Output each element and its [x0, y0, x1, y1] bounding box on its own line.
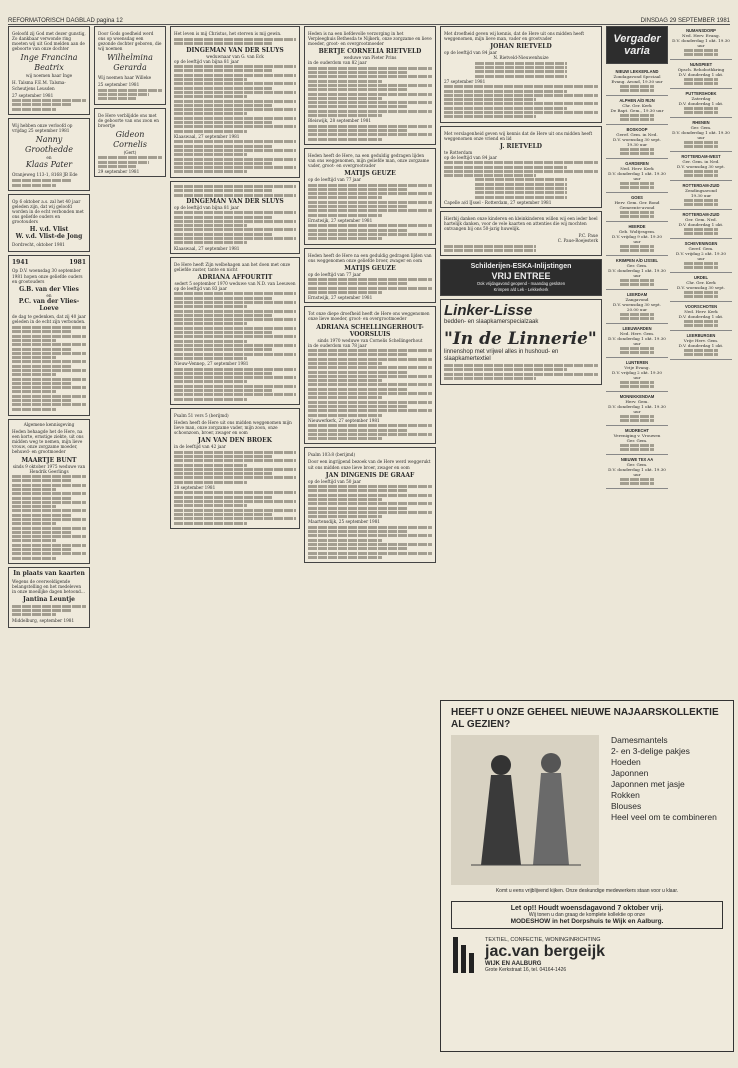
notice-place: 28 september 1981 — [174, 485, 216, 491]
death-notice-broek — [170, 408, 300, 529]
meeting-sub: Zangavond — [625, 297, 649, 302]
meeting-item — [606, 392, 668, 426]
meeting-sub: Ned. Herv. Kerk — [620, 166, 654, 171]
death-notice-j-rietveld — [440, 126, 602, 208]
ad-show: MODESHOW in het Dorpshuis te Wijk en Aalburg. — [510, 918, 664, 925]
meeting-sub: Geb. Woltjesgem. — [618, 229, 656, 234]
column-6 — [670, 26, 732, 691]
notice-parents: H. Talsma F.E.M. Talsma-Scheutjens Leusden — [12, 80, 66, 91]
collection-item: Blouses — [611, 801, 642, 811]
collection-item: Hoeden — [611, 757, 641, 767]
notice-sub: sedert 5 september 1970 weduwe van N.D. van Leeuwen — [174, 280, 296, 286]
notice-name: Wilhelmina Gerarda — [107, 53, 153, 73]
meeting-item — [606, 125, 668, 159]
ad-fashion — [440, 700, 734, 1052]
notice-verse: Psalm 51 vers 5 (berijmd) — [174, 412, 229, 418]
meeting-item — [606, 426, 668, 455]
notice-text: Wij hebben onze verloofd op vrijdag 25 september 1981 — [12, 122, 73, 134]
meeting-text: D.V. donderdag 1 okt. 19.30 uur — [608, 268, 666, 278]
jubilee-year-end: 1981 — [69, 259, 86, 267]
notice-verse: Psalm 103:8 (berijmd) — [308, 452, 356, 458]
notice-date: 27 september 1981 — [444, 78, 486, 84]
notice-place: Nieuwerkerk, 27 september 1981 — [308, 417, 380, 423]
meeting-text: D.V. donderdag 1 okt. 19.30 uur — [608, 467, 666, 477]
death-notice-affourtit — [170, 257, 300, 405]
meeting-sub: Ned. Herv. Gem. — [619, 331, 655, 336]
death-notice-rietveld — [304, 26, 436, 145]
meeting-sub: Ger. Gem. — [626, 263, 648, 268]
meeting-title: PUTTERSHOEK — [685, 91, 717, 96]
brand-logo-icon — [451, 937, 475, 973]
meeting-item — [670, 118, 732, 152]
notice-name: G.B. van der Vlies — [19, 285, 79, 293]
meeting-sub: Herv. Gem. — [625, 399, 649, 404]
jubilee-notice — [8, 255, 90, 416]
meeting-item — [670, 152, 732, 181]
meeting-item — [606, 222, 668, 256]
meeting-item — [606, 358, 668, 392]
meeting-title: ROTTERDAM-ZUID — [682, 183, 720, 188]
notice-date: 29 september 1981 — [98, 169, 140, 175]
meeting-item — [606, 193, 668, 222]
meeting-item — [670, 60, 732, 89]
notice-date: 25 september 1981 — [98, 82, 140, 88]
ad-title: Vergader varia — [613, 33, 661, 57]
meeting-title: VOORSCHOTEN — [684, 304, 718, 309]
death-notice-geuze-1 — [304, 148, 436, 245]
notice-intro: Algemene kennisgeving — [23, 421, 75, 427]
meeting-item — [606, 290, 668, 324]
notice-place: Bleiswijk, 28 september 1981 — [308, 118, 372, 124]
notice-age: op de leeftijd van 84 jaar — [444, 154, 498, 160]
meeting-text: D.V. donderdag 1 okt. — [678, 101, 724, 106]
notice-name: Inge Francina Beatrix — [20, 53, 78, 73]
meeting-sub: Geref. Gem. in Ned. — [616, 132, 658, 137]
ad-text: linnenshop met vrijwel alles in hushoud- en slaapkamertextiel — [444, 348, 559, 362]
meeting-text: D.V. vrijdag 2 okt. 19.30 uur — [676, 251, 726, 261]
notice-sub: sinds 9 oktober 1975 weduwe van Hendrik Geerlings — [12, 463, 86, 474]
death-notice-johan-rietveld — [440, 26, 602, 123]
collection-item: 2- en 3-delige pakjes — [611, 746, 690, 756]
notice-name: MAARTJE BUNT — [21, 456, 77, 464]
notice-family: N. Rietveld-Nieuwenhuize — [493, 55, 549, 61]
notice-name: ADRIANA SCHELLINGERHOUT-VOORSLUIS — [316, 323, 424, 338]
notice-name: ADRIANA AFFOURTIT — [197, 273, 273, 281]
meetings-list — [606, 67, 668, 489]
notice-place: Klaaswaal, 27 september 1981 — [174, 245, 240, 251]
notice-name: C. Paue-Roejesterk — [557, 238, 598, 244]
page-header — [8, 12, 730, 25]
notice-age: in de ouderdom van 82 jaar — [308, 60, 367, 66]
meeting-title: NUNSPEET — [689, 62, 713, 67]
notice-text: Op D.V. woensdag 30 september 1981 hopen onze geliefde ouders en grootouders — [12, 268, 83, 284]
notice-text: Op 6 oktober a.s. zal het 40 jaar geleden zijn, dat wij geloofd worden in de echt verbonden met ons geliefde ouders en grootouders — [12, 198, 84, 225]
meeting-title: LEEUWARDEN — [622, 326, 652, 331]
notice-text: Heden heeft de Here na een geduldig gedragen lijden van ons weggenomen onze geliefde broer, zwager en oom — [308, 252, 432, 263]
notice-age: in de ouderdom van 78 jaar — [308, 342, 367, 348]
notice-text: Heden is na een liefdevolle verzorging in het Verpleeghuis Bethesda te Nijkerk, onze zorgzame en lieve moeder, groot- en overgrootmoeder — [308, 31, 432, 47]
meeting-title: BOSKOOP — [626, 127, 648, 132]
header-left: REFORMATORISCH DAGBLAD pagina 12 — [8, 18, 123, 24]
notice-parents: Wij noemen haar Willeke — [98, 75, 152, 81]
notice-name: MATIJS GEUZE — [344, 264, 396, 272]
collection-item: Damesmantels — [611, 735, 668, 745]
ad-text: Ook vrijdagavond geopend - maandag gesloten — [476, 281, 566, 287]
birth-notice-3 — [94, 108, 166, 178]
meeting-item — [670, 26, 732, 60]
meeting-text: Evang. Avond, 19.30 uur — [611, 79, 663, 84]
notice-age: op de leeftijd van bijna 81 jaar — [174, 58, 239, 64]
meeting-text: Gemeente-avond — [619, 205, 655, 210]
meeting-sub: Ger. Gem. — [626, 462, 648, 467]
death-notice-sluys-1 — [170, 26, 300, 178]
notice-age: op de leeftijd van 77 jaar — [308, 177, 362, 183]
meeting-text: De Bapt. Gem., 19.30 uur — [610, 108, 664, 113]
wedding-notice — [8, 118, 90, 191]
meeting-sub: Ger. Gem. in Ned. — [682, 159, 720, 164]
notice-place: Klaaswaal, 27 september 1981 — [174, 133, 240, 139]
ad-sub: VRIJ ENTREE — [491, 271, 551, 282]
meeting-item — [670, 89, 732, 118]
ad-note: Komt u eens vrijblijvend kijken. Onze deskundige medewerkers staan voor u klaar. — [495, 888, 679, 894]
meeting-title: NUMANSDORP — [686, 28, 716, 33]
meeting-text: Ger. Gem. — [626, 438, 648, 443]
collection-item: Rokken — [611, 790, 640, 800]
ad-banner-sub: Wij tonen u dan graag de komplete kollektie op onze — [528, 912, 646, 918]
notice-name: JAN VAN DEN BROEK — [198, 437, 272, 445]
notice-date: 27 september 1981 — [12, 92, 54, 98]
meeting-item — [670, 302, 732, 331]
death-notice-sluys-2 — [170, 181, 300, 254]
notice-text: Hierbij danken onze kinderen en kleinkinderen willen wij een ieder heel hartelijk danken, voor de vele kaarten en attenties die wij mochten ontvangen bij ons 50-jarig huwelijk. — [444, 216, 598, 232]
notice-name: Jantina Leuntje — [23, 596, 75, 604]
death-notice-graaf — [304, 447, 436, 563]
meeting-text: D.V. woensdag 30 sept. — [677, 285, 725, 290]
notice-text: Geloofd zij God met dezer gunstig, Zo dankbaar verwonde ring moeten wij uit God melden aan de geboorte van onze dochter — [12, 31, 86, 52]
notice-name: Gideon Cornelis — [113, 130, 147, 150]
ad-trade: TEXTIEL, CONFECTIE, WONINGINRICHTING — [485, 937, 601, 943]
notice-text: De Here heeft Zijn welbehagen aan het doen met onze geliefde zuster, tante en nicht — [174, 261, 291, 272]
meeting-item — [606, 256, 668, 290]
notice-place: Middelburg, september 1981 — [12, 618, 75, 624]
notice-sub: wij noemen haar Inge — [25, 73, 73, 79]
meeting-title: NIEUWE TEX AA — [620, 457, 654, 462]
meeting-title: URDEL — [693, 275, 709, 280]
thanks-notice-paue — [440, 211, 602, 256]
ad-address: Krimpen a/d Lek - Lekkerkerk — [493, 286, 549, 292]
meeting-title: KRIMPEN A/D IJSSEL — [615, 258, 659, 263]
meeting-sub: Ger. Gem. — [690, 125, 712, 130]
header-right: DINSDAG 29 SEPTEMBER 1981 — [640, 18, 730, 24]
death-notice-bunt — [8, 419, 90, 564]
ad-headline: HEEFT U ONZE GEHEEL NIEUWE NAJAARSKOLLEKTIE AL GEZIEN? — [451, 707, 719, 730]
notice-text: Door Gods goedheid werd ons op woensdag een gezonde dochter geboren, die wij noemen — [98, 31, 162, 52]
notice-age: op de leeftijd van 83 jaar — [174, 286, 228, 292]
ad-title: Schilderijen-ESKA-Inlijstingen — [470, 263, 572, 271]
meetings-list-2 — [670, 26, 732, 360]
meeting-text: D.V. vrijdag 2 okt. 19.30 uur — [612, 370, 662, 380]
meeting-sub: Chr. Ger. Kerk — [622, 103, 652, 108]
meeting-item — [606, 159, 668, 193]
meeting-sub: Ned. Herv. Kerk — [684, 309, 718, 314]
notice-sub: (Gert) — [123, 150, 137, 156]
meeting-text: D.V. donderdag 1 okt. 19.30 uur — [608, 171, 666, 181]
notice-name: Nanny Groothedde — [25, 135, 73, 155]
meeting-item — [670, 210, 732, 239]
notice-text: De Here verblijdde ons met de geboorte van ons zoon en broertje — [98, 112, 159, 128]
meeting-title: SCHEVENINGEN — [684, 241, 718, 246]
ad-eska — [440, 259, 602, 295]
meeting-text: 19.30 uur — [690, 193, 712, 198]
dress-illustration — [451, 735, 599, 885]
notice-text: Heden heeft de Here, na een geduldig gedragen lijden van ons weggenomen, mijn geliefde man, onze zorgzame vader, groot- en overgrootvader — [308, 152, 430, 169]
meeting-text: D.V. donderdag 1 okt. 19.30 uur — [608, 404, 666, 414]
notice-place: Ernstwijk, 27 september 1981 — [308, 217, 373, 223]
notice-name: DINGEMAN VAN DER SLUYS — [186, 46, 284, 54]
notice-name: JAN DINGENIS DE GRAAF — [325, 471, 415, 479]
meeting-item — [606, 67, 668, 96]
notice-text: Heden behaagde het de Here, na een korte, ernstige ziekte, uit ons midden weg te nemen, mijn lieve vrouw, onze zorgzame moeder, behuwd- en grootmoeder — [12, 429, 84, 455]
meeting-sub: Zaterdag — [691, 96, 711, 101]
notice-place: Ernstwijk, 27 september 1981 — [308, 295, 373, 301]
notice-name: BERTJE CORNELIA RIETVELD — [318, 48, 422, 56]
notice-details: de dag te gedenken, dat zij 40 jaar geleden in de echt zijn verbonden. — [12, 313, 86, 324]
meeting-item — [670, 273, 732, 302]
meeting-title: NIEUW LEKKERLAND — [615, 69, 659, 74]
notice-age: op de leeftijd van 77 jaar — [308, 271, 362, 277]
ad-vergader — [606, 26, 668, 64]
ad-address: Grote Kerkstraat 16, tel. 04164-1426 — [485, 967, 567, 973]
collection-item: Japonnen — [611, 768, 649, 778]
anniversary-notice — [8, 194, 90, 253]
notice-and: en — [46, 155, 52, 161]
notice-text: Met droefheid geven wij kennis, dat de Here uit ons midden heeft weggenomen, mijn lieve man, vader en grootvader — [444, 31, 585, 42]
death-notice-schellingerhout — [304, 306, 436, 444]
meeting-sub: Zendingsavond — [685, 188, 717, 193]
notice-age: op de leeftijd van 50 jaar — [308, 478, 362, 484]
notice-address: Oranjeweg 113-1, 8168 JB Ede — [12, 172, 78, 178]
meeting-text: D.V. donderdag 1 okt. — [678, 343, 724, 348]
meeting-item — [606, 96, 668, 125]
meeting-text: D.V. donderdag 1 okt. — [678, 72, 724, 77]
ad-brand: "In de Linnerie" — [444, 328, 597, 349]
meeting-item — [670, 181, 732, 210]
meeting-title: RHENEN — [692, 120, 710, 125]
meeting-sub: Ned. Herv. Evang. — [682, 33, 720, 38]
column-1b — [94, 26, 166, 286]
notice-age: op de leeftijd van bijna 81 jaar — [174, 204, 239, 210]
meeting-text: D.V. donderdag 1 okt. — [678, 222, 724, 227]
jubilee-year-start: 1941 — [12, 259, 29, 267]
meeting-sub: Vereniging v. Vrouwen — [613, 433, 661, 438]
notice-text: Tot onze diepe droefheid heeft de Here ons weggenomen onze lieve moeder, groot- en overgrootmoeder — [308, 311, 430, 322]
notice-text: Door een ingrijpend bezoek van de Here werd weggerukt uit ons midden onze lieve broer, zwager en oom — [308, 459, 431, 470]
column-2 — [170, 26, 300, 1056]
meeting-title: ALPHEN A/D RIJN — [619, 98, 655, 103]
ad-sub: bedden- en slaapkamerspecialzaak — [444, 318, 539, 325]
meeting-item — [606, 455, 668, 489]
meeting-item — [606, 324, 668, 358]
meeting-text: D.V. vrijdag 9 okt. 19.30 uur — [612, 234, 662, 244]
death-notice-geuze-2 — [304, 248, 436, 304]
column-4 — [440, 26, 602, 691]
meeting-sub: Ger. Gem. Ned. — [685, 217, 717, 222]
meeting-text: D.V. donderdag 1 okt. — [678, 314, 724, 319]
meeting-sub: Vrije Evang. — [624, 365, 650, 370]
meeting-item — [670, 239, 732, 273]
meeting-text: D.V. woensdag 30 sept. 20.00 uur — [613, 302, 661, 312]
notice-title: In plaats van kaarten — [13, 569, 85, 577]
meeting-text: D.V. woensdag 30 sept. — [677, 164, 725, 169]
notice-text: Wegens de overweldigende belangstelling en het medeleven in onze moeilijke dagen betoond... — [12, 578, 85, 595]
notice-verse: Het leven is mij Christus, het sterven is mij gewin. — [174, 31, 282, 36]
thanks-notice — [8, 567, 90, 628]
notice-name: Klaas Pater — [25, 160, 73, 170]
meeting-text: D.V. donderdag 1 okt. 19.30 uur — [672, 130, 730, 140]
collection-item: Heel veel om te combineren — [611, 812, 717, 822]
notice-name: JOHAN RIETVELD — [490, 43, 552, 51]
ad-place: WIJK EN AALBURG — [485, 961, 542, 967]
notice-name: MATIJS GEUZE — [344, 170, 396, 178]
meeting-sub: Zondagavond Speciaal — [613, 74, 661, 79]
meeting-title: GOES — [631, 195, 643, 200]
ad-title: Linker-Lisse — [444, 301, 533, 319]
meeting-text: D.V. woensdag 30 sept. 19.30 uur — [613, 137, 661, 147]
meeting-title: LEERDAM — [626, 292, 648, 297]
notice-and: en — [46, 292, 52, 298]
ad-brand: jac.van bergeijk — [485, 943, 606, 960]
meeting-title: LUNTEREN — [625, 360, 649, 365]
notice-sub: weduwnaar van G. van Eck — [206, 53, 264, 59]
meeting-sub: Herv. Gem. Ger. Bond — [614, 200, 660, 205]
collection-item: Japonnen met jasje — [611, 779, 685, 789]
meeting-item — [670, 331, 732, 360]
meeting-title: MIJDRECHT — [625, 428, 649, 433]
meeting-sub: Vrije Herv. Gem. — [683, 338, 719, 343]
collection-list — [611, 735, 717, 885]
notice-sub: sinds 1970 weduwe van Cornelis Schellingerhout — [317, 337, 423, 343]
notice-date: Capelle a/d IJssel - Rotterdam, 27 september 1981 — [444, 199, 552, 205]
notice-name: J. RIETVELD — [499, 142, 543, 150]
meeting-title: GARDEREN — [625, 161, 649, 166]
notice-place: Maartensdijk, 25 september 1981 — [308, 519, 381, 525]
notice-text: Met verslagenheid geven wij kennis dat de Here uit ons midden heeft weggenomen onze vriend en lid — [444, 130, 593, 141]
notice-name: DINGEMAN VAN DER SLUYS — [186, 197, 284, 205]
meeting-title: ROTTERDAM-WEST — [681, 154, 721, 159]
meeting-text: D.V. donderdag 1 okt. 19.30 uur — [672, 38, 730, 48]
meeting-sub: Chr. Ger. Kerk — [686, 280, 716, 285]
meeting-title: LEERBURGEN — [686, 333, 716, 338]
birth-notice-1 — [8, 26, 90, 115]
notice-text: Heden heeft de Here uit ons midden weggenomen mijn lieve man, onze zorgzame vader, mijn zoon, onze schoonzoon, broer, zwager en oom — [174, 420, 292, 436]
notice-name: W. v.d. Vlist-de Jong — [15, 233, 83, 241]
notice-age: in de leeftijd van 42 jaar — [174, 444, 226, 450]
meeting-sub: Geref. Gem. — [688, 246, 714, 251]
meeting-title: HEERDE — [628, 224, 646, 229]
meeting-title: ROTTERDAM-ZUID — [682, 212, 720, 217]
notice-name: H. v.d. Vlist — [29, 226, 69, 234]
meeting-title: MONNIKKENDAM — [619, 394, 655, 399]
column-5 — [606, 26, 668, 691]
column-3 — [304, 26, 436, 1056]
notice-place: Dordrecht, oktober 1981 — [12, 242, 65, 248]
notice-name: P.C. van der Vlies-Loeve — [18, 297, 80, 312]
ad-linker-lisse — [440, 299, 602, 385]
notice-age: op de leeftijd van 84 jaar — [444, 50, 498, 56]
meeting-sub: Opsch. Rehobothkring — [677, 67, 725, 72]
notice-place: Nieuw-Vennep, 27 september 1981 — [174, 361, 249, 367]
notice-place: te Rotterdam — [444, 149, 473, 155]
column-1 — [8, 26, 90, 1056]
meeting-text: D.V. donderdag 1 okt. 19.30 uur — [608, 336, 666, 346]
ad-banner: Let op!! Houdt woensdagavond 7 oktober vrij. — [510, 905, 664, 912]
notice-name: P.C. Paue — [578, 233, 598, 239]
notice-sub: weduwe van Pieter Prins — [343, 55, 397, 61]
birth-notice-2 — [94, 26, 166, 105]
